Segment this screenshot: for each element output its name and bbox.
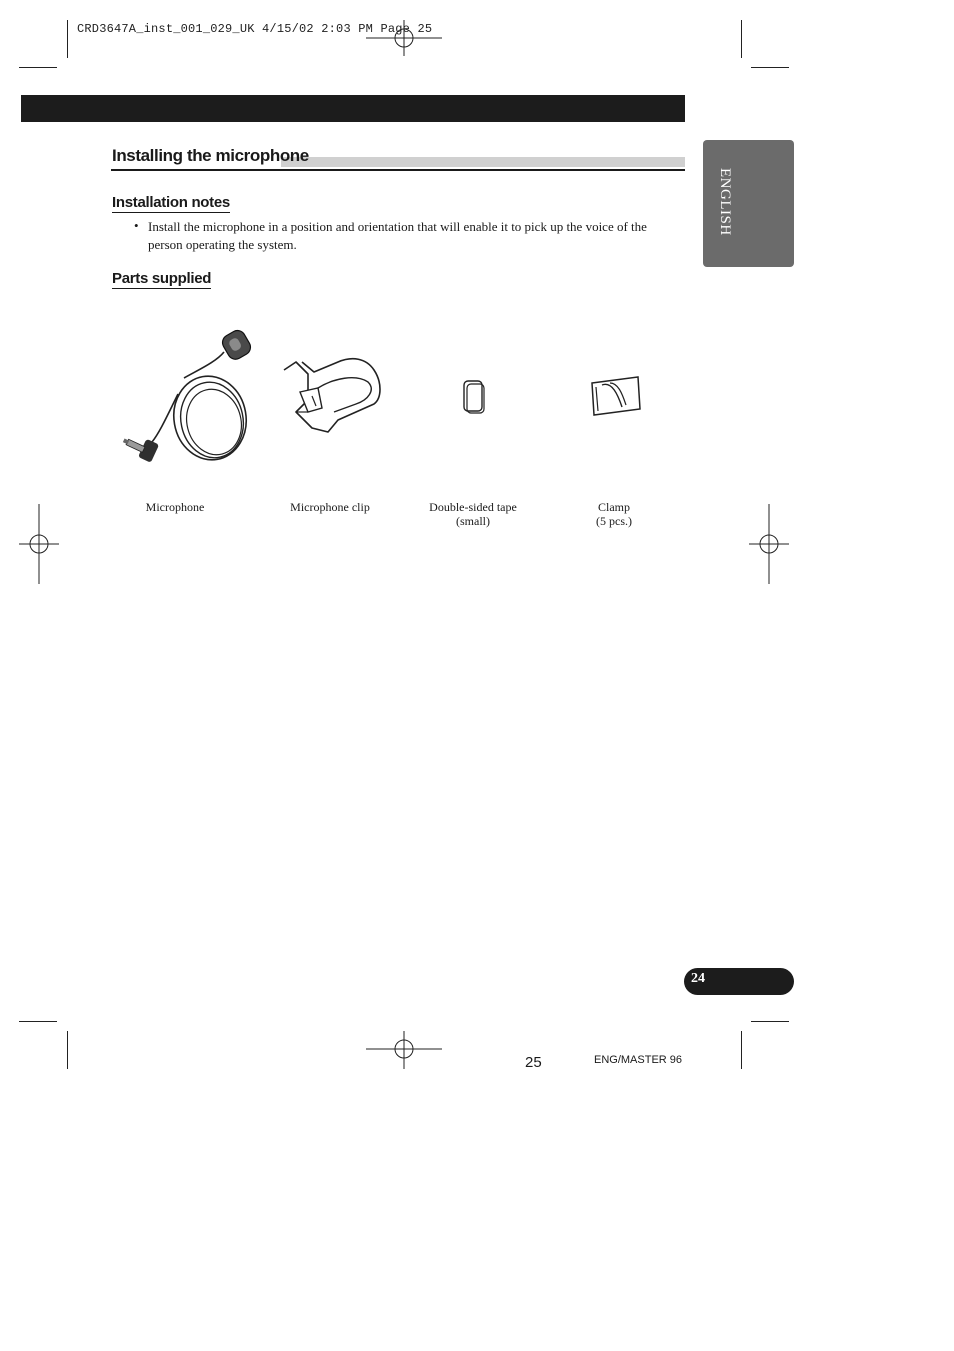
part-label: Clamp	[598, 500, 630, 514]
master-code: ENG/MASTER 96	[594, 1054, 683, 1066]
crop-mark	[751, 67, 789, 68]
part-sublabel: (small)	[456, 514, 490, 528]
part-caption-double-sided-tape	[413, 500, 533, 528]
part-caption-clamp	[574, 500, 654, 528]
crop-mark	[751, 1021, 789, 1022]
microphone-icon	[118, 322, 258, 472]
crop-mark	[741, 1031, 742, 1069]
language-tab	[703, 140, 794, 267]
page-number-badge	[684, 968, 794, 995]
registration-target-icon	[19, 504, 59, 584]
part-label: Double-sided tape	[429, 500, 517, 514]
crop-mark	[19, 1021, 57, 1022]
double-sided-tape-icon	[460, 378, 488, 416]
section-header	[111, 146, 685, 171]
microphone-clip-icon	[278, 352, 388, 440]
crop-mark	[19, 67, 57, 68]
section-title-shade	[281, 157, 685, 167]
print-slug: CRD3647A_inst_001_029_UK 4/15/02 2:03 PM Page 25	[77, 22, 433, 36]
part-caption-microphone	[125, 500, 225, 514]
crop-mark	[67, 1031, 68, 1069]
clamp-icon	[588, 373, 646, 419]
part-label: Microphone clip	[290, 500, 370, 514]
crop-mark	[741, 20, 742, 58]
installation-note-text: Install the microphone in a position and orientation that will enable it to pick up the voice of the person operating the system.	[148, 219, 647, 252]
page-number: 24	[691, 971, 705, 986]
part-label: Microphone	[145, 500, 205, 514]
installation-notes-heading: Installation notes	[112, 194, 230, 211]
crop-mark	[67, 20, 68, 58]
bullet-marker: •	[134, 218, 139, 233]
language-tab-label: ENGLISH	[717, 168, 733, 236]
section-title: Installing the microphone	[112, 146, 309, 165]
parts-supplied-heading: Parts supplied	[112, 270, 212, 287]
part-sublabel: (5 pcs.)	[596, 514, 632, 528]
folio-number: 25	[525, 1054, 542, 1071]
registration-target-icon	[363, 1029, 445, 1071]
part-caption-microphone-clip	[270, 500, 390, 514]
section-title-rule	[111, 169, 685, 171]
registration-target-icon	[749, 504, 789, 584]
header-bar	[21, 95, 685, 122]
